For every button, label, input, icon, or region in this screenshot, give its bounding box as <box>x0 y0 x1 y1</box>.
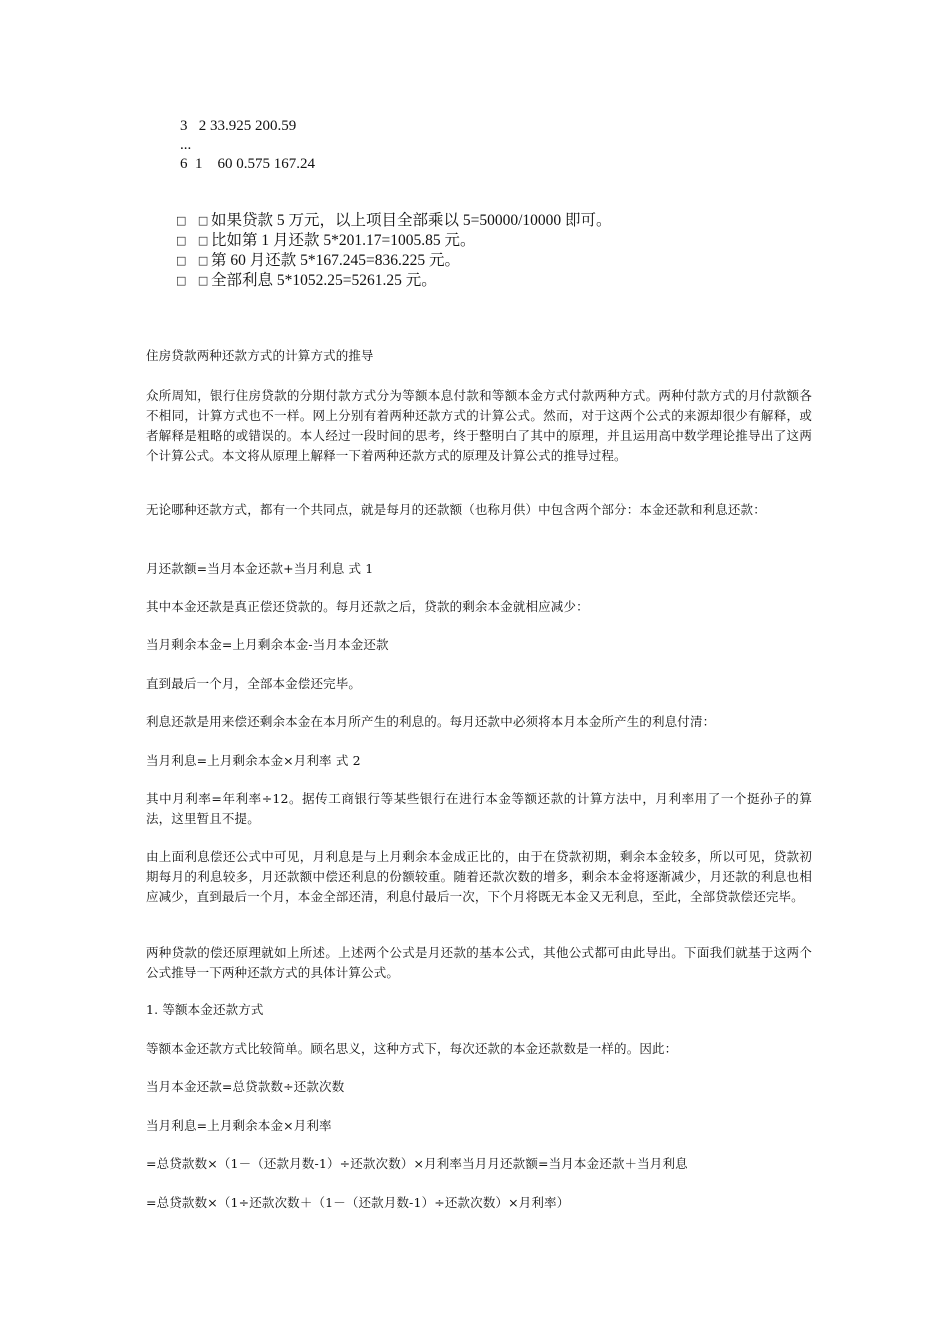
paragraph-final-month: 直到最后一个月，全部本金偿还完毕。 <box>146 676 362 691</box>
formula-expansion-2: =总贷款数×（1÷还款次数＋（1－（还款月数-1）÷还款次数）×月利率） <box>146 1195 570 1210</box>
list-item <box>176 231 612 251</box>
table-row: 3 2 33.925 200.59 <box>180 118 297 134</box>
formula-1: 月还款额=当月本金还款+当月利息 式 1 <box>146 561 374 576</box>
table-ellipsis: ... <box>180 137 192 153</box>
list-item <box>176 271 612 291</box>
article-title: 住房贷款两种还款方式的计算方式的推导 <box>146 348 374 363</box>
bullet-icon: □ □ <box>176 274 213 287</box>
formula-monthly-principal: 当月本金还款=总贷款数÷还款次数 <box>146 1079 345 1094</box>
paragraph-intro: 众所周知，银行住房贷款的分期付款方式分为等额本息付款和等额本金方式付款两种方式。两种付款方式的月付款额各不相同，计算方式也不一样。网上分别有着两种还款方式的计算公式。然而，对于这两个公式的来源却很少有解释，或者解释是粗略的或错误的。本人经过一段时间的思考，终于整明白了其中的原理，并且运用高中数学理论推导出了这两个计算公式。本文将从原理上解释一下着两种还款方式的原理及计算公式的推导过程。 <box>146 388 812 463</box>
example-list <box>176 211 612 291</box>
list-item-text: 如果贷款 5 万元，以上项目全部乘以 5=50000/10000 即可。 <box>211 212 612 229</box>
bullet-icon: □ □ <box>176 254 213 267</box>
paragraph-common-point: 无论哪种还款方式，都有一个共同点，就是每月的还款额（也称月供）中包含两个部分：本金还款和利息还款： <box>146 502 766 517</box>
list-item-text: 全部利息 5*1052.25=5261.25 元。 <box>211 272 437 289</box>
list-item <box>176 251 612 271</box>
section-heading-equal-principal: 1. 等额本金还款方式 <box>146 1002 264 1017</box>
formula-remaining-principal: 当月剩余本金=上月剩余本金-当月本金还款 <box>146 637 389 652</box>
paragraph-interest: 利息还款是用来偿还剩余本金在本月所产生的利息的。每月还款中必须将本月本金所产生的利息付清： <box>146 714 716 729</box>
bullet-icon: □ □ <box>176 234 213 247</box>
paragraph-equal-principal: 等额本金还款方式比较简单。顾名思义，这种方式下，每次还款的本金还款数是一样的。因此： <box>146 1041 678 1056</box>
list-item <box>176 211 612 231</box>
formula-monthly-interest: 当月利息=上月剩余本金×月利率 <box>146 1118 332 1133</box>
list-item-text: 比如第 1 月还款 5*201.17=1005.85 元。 <box>211 232 476 249</box>
paragraph-principal: 其中本金还款是真正偿还贷款的。每月还款之后，贷款的剩余本金就相应减少： <box>146 599 589 614</box>
paragraph-interest-trend: 由上面利息偿还公式中可见，月利息是与上月剩余本金成正比的，由于在贷款初期，剩余本金较多，所以可见，贷款初期每月的利息较多，月还款额中偿还利息的份额较重。随着还款次数的增多，剩余本金将逐渐减少，月还款的利息也相应减少，直到最后一个月，本金全部还清，利息付最后一次，下个月将既无本金又无利息，至此，全部贷款偿还完毕。 <box>146 849 812 904</box>
repayment-table-excerpt <box>180 117 315 174</box>
bullet-icon: □ □ <box>176 214 213 227</box>
list-item-text: 第 60 月还款 5*167.245=836.225 元。 <box>211 252 460 269</box>
table-row: 6 1 60 0.575 167.24 <box>180 156 315 172</box>
formula-2: 当月利息=上月剩余本金×月利率 式 2 <box>146 753 361 768</box>
paragraph-summary: 两种贷款的偿还原理就如上所述。上述两个公式是月还款的基本公式，其他公式都可由此导出。下面我们就基于这两个公式推导一下两种还款方式的具体计算公式。 <box>146 945 812 980</box>
formula-expansion-1: =总贷款数×（1－（还款月数-1）÷还款次数）×月利率当月月还款额=当月本金还款＋当月利息 <box>146 1156 688 1171</box>
paragraph-monthly-rate: 其中月利率=年利率÷12。据传工商银行等某些银行在进行本金等额还款的计算方法中，月利率用了一个挺孙子的算法，这里暂且不提。 <box>146 791 812 826</box>
